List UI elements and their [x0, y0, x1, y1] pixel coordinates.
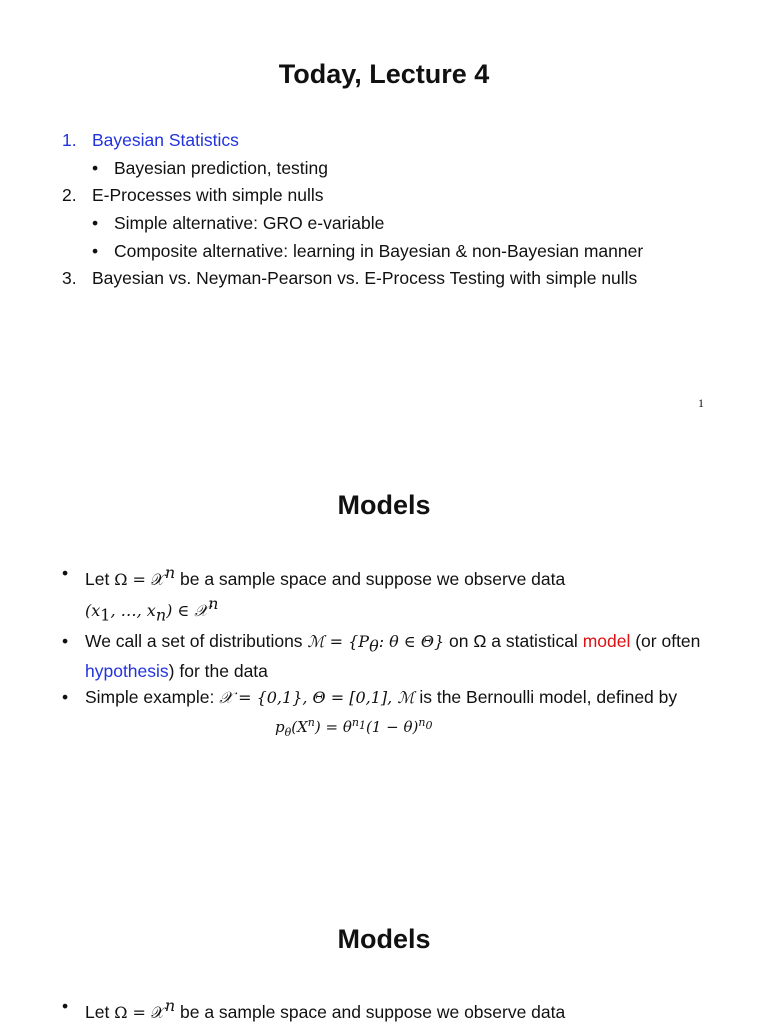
math-set: ℳ = {P	[307, 632, 370, 652]
math-sub: 1	[100, 605, 111, 625]
term-model: model	[582, 631, 631, 652]
bullet-icon: •	[62, 563, 69, 583]
math-data: ) ∈ 𝒳	[166, 600, 209, 620]
outline-text: Bayesian vs. Neyman-Pearson vs. E-Process Testing with simple nulls	[92, 268, 638, 289]
text: Simple example:	[85, 686, 220, 707]
term-hypothesis: hypothesis	[85, 660, 169, 681]
page-number: 1	[698, 396, 704, 410]
math-omega: Ω = 𝒳	[114, 1002, 165, 1022]
outline-text: E-Processes with simple nulls	[92, 185, 324, 206]
outline-text: Bayesian Statistics	[92, 130, 239, 150]
slide-3-bullets	[62, 994, 740, 1027]
math-data: , …, x	[110, 600, 156, 620]
bullet-icon: •	[92, 213, 99, 234]
text: be a sample space and suppose we observe data	[175, 568, 566, 589]
outline-number: 1.	[62, 130, 77, 150]
text: Let	[85, 568, 110, 589]
math-sub: n	[155, 605, 167, 625]
bernoulli-formula: $p_\theta(X^n) = \theta^{n_1}(1 - \theta)^{n_0}$	[275, 716, 433, 739]
text: ) for the data	[168, 660, 268, 681]
slide-3-title: Models	[337, 924, 431, 954]
text: (or often	[630, 631, 701, 652]
outline-subtext: Composite alternative: learning in Bayesian & non-Bayesian manner	[114, 240, 644, 261]
slide-2-bullets	[62, 561, 740, 712]
bullet-icon: •	[62, 996, 69, 1016]
math-omega: Ω = 𝒳	[114, 569, 165, 589]
outline-number: 2.	[62, 185, 77, 206]
math-sup: n	[164, 996, 176, 1015]
math-sub: θ	[369, 636, 379, 656]
outline-subtext: Bayesian prediction, testing	[114, 157, 329, 178]
text: is the Bernoulli model, defined by	[414, 686, 678, 707]
math-example: 𝒳 = {0,1}, Θ = [0,1], ℳ	[219, 687, 415, 707]
bullet-icon: •	[62, 686, 69, 707]
bullet-icon: •	[92, 157, 99, 178]
text: on Ω a statistical	[444, 631, 583, 652]
bullet-sample-space	[62, 561, 740, 627]
bullet-icon: •	[62, 631, 69, 652]
text: be a sample space and suppose we observe data	[175, 1001, 566, 1022]
slide-1-title: Today, Lecture 4	[278, 59, 490, 89]
outline-number: 3.	[62, 268, 77, 289]
math-sup: n	[164, 563, 176, 582]
bullet-simple-example	[62, 685, 740, 710]
bullet-sample-space	[62, 994, 740, 1025]
slide-2-title: Models	[337, 490, 431, 520]
text: We call a set of distributions	[85, 631, 308, 652]
text: Let	[85, 1001, 110, 1022]
math-set: : θ ∈ Θ}	[378, 632, 445, 652]
bullet-model-definition	[62, 629, 740, 683]
outline-subtext: Simple alternative: GRO e-variable	[114, 213, 385, 234]
math-sup: n	[208, 593, 219, 613]
bullet-icon: •	[92, 240, 99, 261]
math-data: (x	[85, 600, 101, 620]
slide-1	[0, 0, 768, 430]
